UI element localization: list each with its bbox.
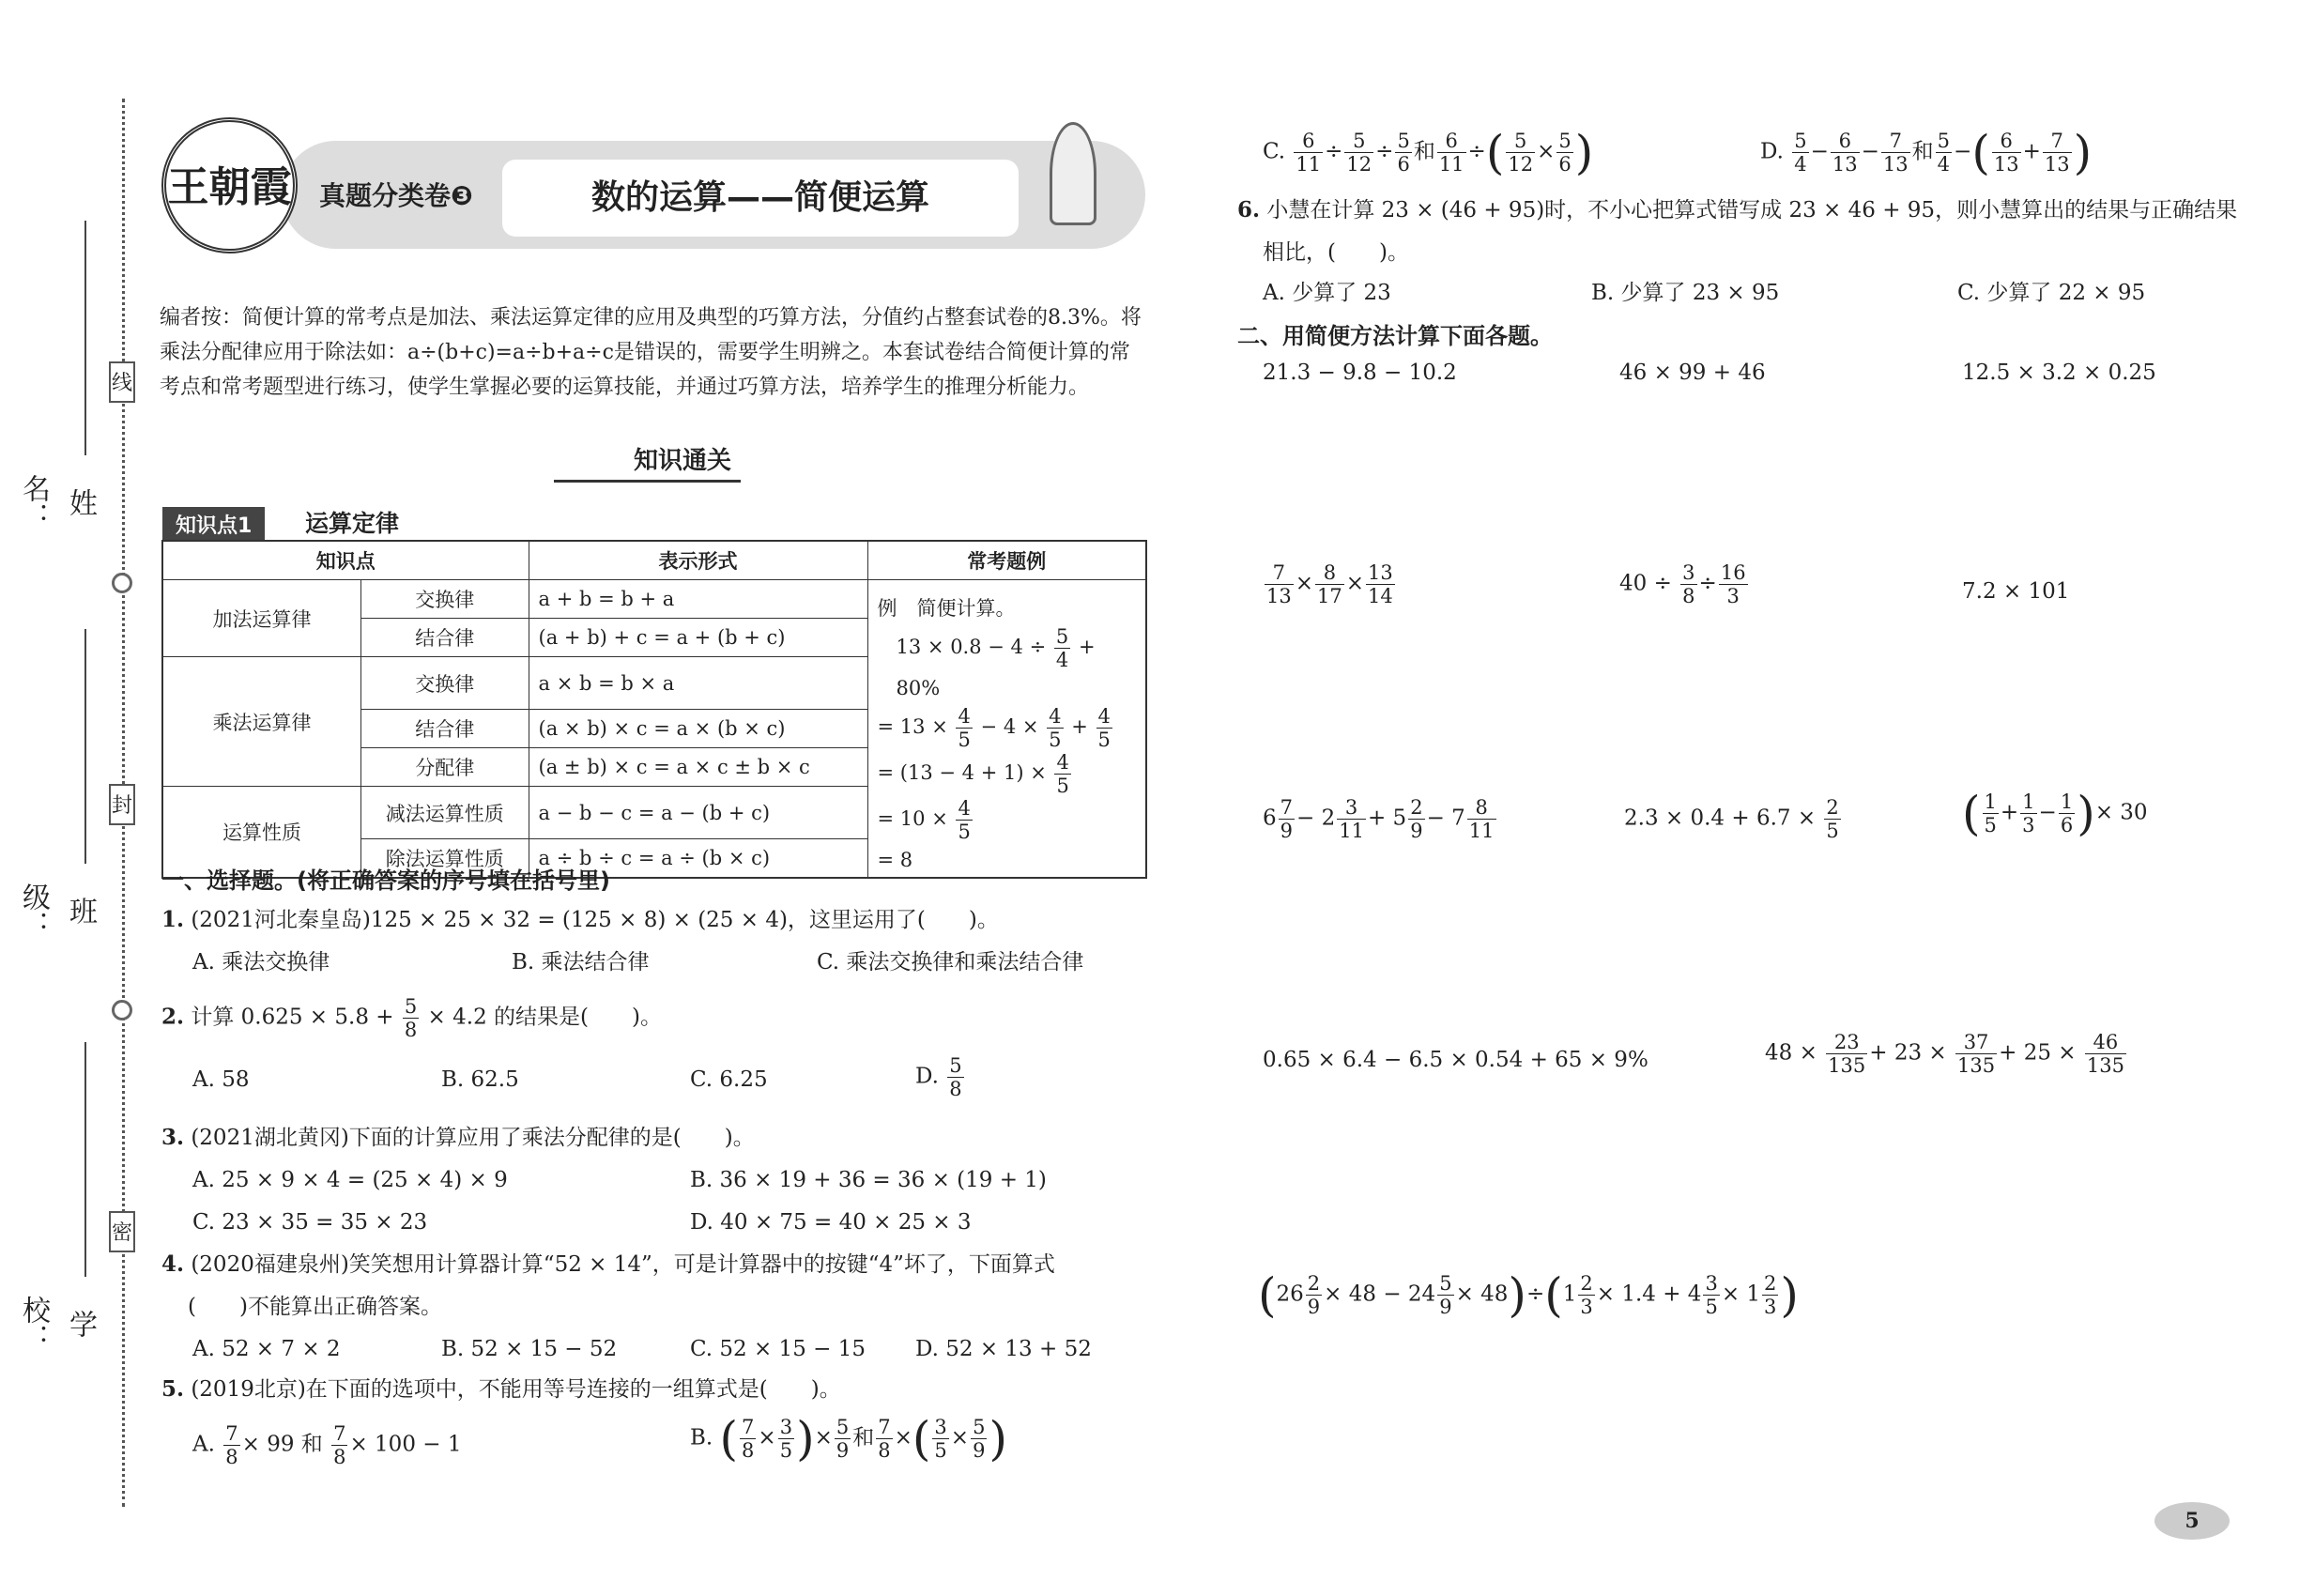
table-cell: a × b = b × a (529, 657, 867, 710)
calc-problem: $\frac{7}{13}$ × $\frac{8}{17}$ × $\frac{13}{14}$ (1266, 561, 1393, 607)
option: C. 23 × 35 = 35 × 23 (192, 1210, 428, 1235)
section-title: 一、选择题。(将正确答案的序号填在括号里) (161, 867, 610, 894)
option: A. 乘法交换律 (192, 950, 330, 974)
table-cell: 减法运算性质 (361, 787, 529, 839)
law-table (161, 540, 1147, 879)
fraction-numerator: 4 (958, 797, 971, 820)
fraction-numerator: 4 (1097, 705, 1111, 728)
knowledge-point-tag: 知识点1 (162, 507, 265, 542)
calc-text: × 1.4 + 4 (1596, 1281, 1702, 1307)
option-text: 和 (1413, 139, 1435, 164)
question-text: 小慧在计算 23 × (46 + 95)时，不小心把算式错写成 23 × 46 + 95，则小慧算出的结果与正确结果 (1266, 198, 2238, 223)
option: A. 58 (192, 1067, 250, 1092)
table-cell: 除法运算性质 (361, 839, 529, 879)
question-number: 4. (161, 1251, 185, 1277)
calc-problem: 0.65 × 6.4 − 6.5 × 0.54 + 65 × 9% (1263, 1048, 1648, 1072)
option-text: × 99 和 (241, 1432, 323, 1457)
option-text: − (1954, 139, 1972, 164)
calc-text: × 1 (1721, 1281, 1761, 1307)
calc-problem: 2.3 × 0.4 + 6.7 × $\frac{2}{5}$ (1624, 796, 1839, 842)
option-text: 和 (852, 1425, 875, 1450)
option-text: − (1810, 139, 1829, 164)
table-cell: (a + b) + c = a + (b + c) (529, 619, 867, 657)
fraction-denominator: 5 (1049, 729, 1062, 751)
name-line (84, 221, 86, 455)
calc-problem: 48 × $\frac{23}{135}$ + 23 × $\frac{37}{135}$ + 25 × $\frac{46}{135}$ (1765, 1031, 2124, 1077)
option: D. (915, 1064, 939, 1089)
fraction-numerator: 4 (1049, 705, 1062, 728)
question-number: 1. (161, 907, 185, 932)
table-cell: 分配律 (361, 748, 529, 787)
option: B. 62.5 (441, 1067, 519, 1092)
paper-badge: 真题分类卷❸ (319, 180, 473, 211)
option-text: × (950, 1425, 970, 1450)
question-text: (2021湖北黄冈)下面的计算应用了乘法分配律的是( )。 (191, 1126, 755, 1150)
name-label: 姓 名： (17, 474, 97, 545)
fraction-denominator: 4 (1055, 649, 1069, 671)
option: A. 25 × 9 × 4 = (25 × 4) × 9 (192, 1168, 508, 1192)
table-header: 常考题例 (867, 541, 1146, 580)
calc-problem: (26 $\frac{2}{9}$ × 48 − 24 $\frac{5}{9}$ × 48)÷(1 $\frac{2}{3}$ × 1.4 + 4 $\frac{3}{5}$ × 1 $\frac{2}{3}$ ) (1258, 1267, 1799, 1323)
table-cell: a − b − c = a − (b + c) (529, 787, 867, 839)
fraction-numerator: 4 (1056, 751, 1069, 774)
option-text: × (894, 1425, 912, 1450)
page-number: 5 (2154, 1502, 2230, 1540)
calc-text: 48 × (1765, 1040, 1817, 1066)
option-text: ÷ (1375, 139, 1394, 164)
calc-problem: 40 ÷ $\frac{3}{8}$ ÷ $\frac{16}{3}$ (1619, 561, 1746, 607)
question-number: 5. (161, 1376, 185, 1402)
calc-problem: 21.3 − 9.8 − 10.2 (1263, 361, 1457, 385)
table-group: 加法运算律 (162, 580, 361, 657)
example-cell (867, 580, 1146, 879)
option: C. (1263, 139, 1286, 164)
question-text: × 4.2 的结果是( )。 (427, 1005, 662, 1030)
option: B. 52 × 15 − 52 (441, 1337, 618, 1361)
table-cell: 结合律 (361, 619, 529, 657)
table-group: 乘法运算律 (162, 657, 361, 787)
example-line: − 4 × (980, 715, 1039, 738)
calc-problem: ( $\frac{1}{5}$ + $\frac{1}{3}$ − $\frac{1}{6}$ )× 30 (1962, 786, 2148, 841)
table-cell: a + b = b + a (529, 580, 867, 619)
calc-text: 40 ÷ (1619, 571, 1672, 596)
brand-logo: 王朝霞 (161, 117, 298, 253)
question-number: 6. (1237, 197, 1261, 223)
table-header: 知识点 (162, 541, 529, 580)
option-text: × (814, 1425, 833, 1450)
table-cell: 交换律 (361, 580, 529, 619)
option: D. (1760, 139, 1784, 164)
option: B. (690, 1425, 713, 1450)
calc-text: 2.3 × 0.4 + 6.7 × (1624, 806, 1817, 831)
fraction-numerator: 5 (1055, 625, 1069, 648)
table-cell: (a × b) × c = a × (b × c) (529, 710, 867, 748)
option-text: × 100 − 1 (349, 1432, 462, 1457)
fraction-denominator: 5 (958, 729, 971, 751)
option-text: ÷ (1467, 139, 1486, 164)
class-line (84, 629, 86, 864)
example-line: + (1071, 715, 1088, 738)
question-number: 2. (161, 1004, 185, 1030)
class-label: 班 级： (17, 882, 97, 953)
option: A. (192, 1432, 215, 1457)
fraction-denominator: 5 (1097, 729, 1111, 751)
option-text: 和 (1911, 139, 1934, 164)
example-line: = (13 − 4 + 1) × (877, 761, 1047, 784)
school-label: 学 校： (17, 1296, 97, 1366)
question-text: (2019北京)在下面的选项中，不能用等号连接的一组算式是( )。 (191, 1377, 841, 1402)
option: C. 少算了 22 × 95 (1957, 281, 2146, 305)
knowledge-point-title: 运算定律 (305, 510, 400, 537)
seal-mark: 线 (109, 361, 135, 403)
option: C. 6.25 (690, 1067, 768, 1092)
fraction-numerator: 5 (949, 1054, 962, 1077)
option: A. 少算了 23 (1263, 281, 1391, 305)
fraction-denominator: 8 (949, 1078, 962, 1100)
example-line: + 80% (896, 636, 1096, 699)
question-text: (2021河北秦皇岛)125 × 25 × 32 = (125 × 8) × (25 × 4)，这里运用了( )。 (191, 908, 999, 932)
question-number: 3. (161, 1125, 185, 1150)
option-text: ÷ (1325, 139, 1343, 164)
example-line: 例 简便计算。 (877, 597, 1016, 620)
example-line: = 13 × (877, 715, 948, 738)
calc-text: × 48 (1455, 1281, 1509, 1307)
calc-text: × 48 − 24 (1324, 1281, 1436, 1307)
calc-problem: 12.5 × 3.2 × 0.25 (1962, 361, 2156, 385)
option: C. 乘法交换律和乘法结合律 (817, 950, 1084, 974)
table-header: 表示形式 (529, 541, 867, 580)
school-line (84, 1042, 86, 1277)
table-cell: a ÷ b ÷ c = a ÷ (b × c) (529, 839, 867, 879)
fraction-numerator: 4 (958, 705, 971, 728)
option: B. 36 × 19 + 36 = 36 × (19 + 1) (690, 1168, 1047, 1192)
calc-text: + 25 × (1999, 1040, 2077, 1066)
page-title: 数的运算——简便运算 (502, 160, 1019, 237)
editor-note: 编者按：简便计算的常考点是加法、乘法运算定律的应用及典型的巧算方法，分值约占整套试卷的8.3%。将乘法分配律应用于除法如：a÷(b+c)=a÷b+a÷c是错误的，需要学生明辨之。本套试卷结合简便计算的常考点和常考题型进行练习，使学生掌握必要的运算技能，并通过巧算方法，培养学生的推理分析能力。 (160, 306, 1142, 399)
calc-text: + 23 × (1869, 1040, 1947, 1066)
fraction-denominator: 5 (1056, 775, 1069, 797)
option-text: − (1861, 139, 1879, 164)
seal-mark: 封 (109, 784, 135, 825)
ring-icon (112, 573, 132, 593)
calc-text: ÷ (1526, 1281, 1545, 1307)
calc-problem: 7.2 × 101 (1962, 579, 2070, 604)
fraction-numerator: 5 (404, 995, 418, 1018)
ring-icon (112, 1000, 132, 1021)
example-line: 13 × 0.8 − 4 ÷ (896, 636, 1047, 658)
seal-mark: 密 (109, 1211, 135, 1252)
option: B. 少算了 23 × 95 (1591, 281, 1780, 305)
section-title: 二、用简便方法计算下面各题。 (1237, 323, 1553, 349)
question-text: 相比，( )。 (1263, 240, 1409, 265)
question-text: (2020福建泉州)笑笑想用计算器计算“52 × 14”，可是计算器中的按键“4”坏了，下面算式 (191, 1252, 1055, 1277)
fraction-denominator: 8 (404, 1019, 418, 1041)
option: C. 52 × 15 − 15 (690, 1337, 866, 1361)
example-line: = 10 × (877, 807, 948, 830)
table-cell: (a ± b) × c = a × c ± b × c (529, 748, 867, 787)
section-heading: 知识通关 (554, 441, 741, 483)
calc-problem: 6 $\frac{7}{9}$ − 2 $\frac{3}{11}$ + 5 $\frac{2}{9}$ − 7 $\frac{8}{11}$ (1263, 796, 1495, 842)
rocket-icon (1050, 122, 1096, 225)
calc-text: × 30 (2094, 800, 2148, 825)
question-text: 计算 0.625 × 5.8 + (191, 1005, 394, 1030)
fraction-denominator: 5 (958, 821, 971, 843)
question-text: ( )不能算出正确答案。 (188, 1295, 442, 1319)
option: D. 40 × 75 = 40 × 25 × 3 (690, 1210, 972, 1235)
calc-problem: 46 × 99 + 46 (1619, 361, 1766, 385)
table-cell: 交换律 (361, 657, 529, 710)
option: A. 52 × 7 × 2 (192, 1337, 341, 1361)
example-line: = 8 (877, 849, 913, 871)
option-text: × (758, 1425, 776, 1450)
option: D. 52 × 13 + 52 (915, 1337, 1092, 1361)
table-cell: 结合律 (361, 710, 529, 748)
table-group: 运算性质 (162, 787, 361, 879)
option: B. 乘法结合律 (512, 950, 650, 974)
